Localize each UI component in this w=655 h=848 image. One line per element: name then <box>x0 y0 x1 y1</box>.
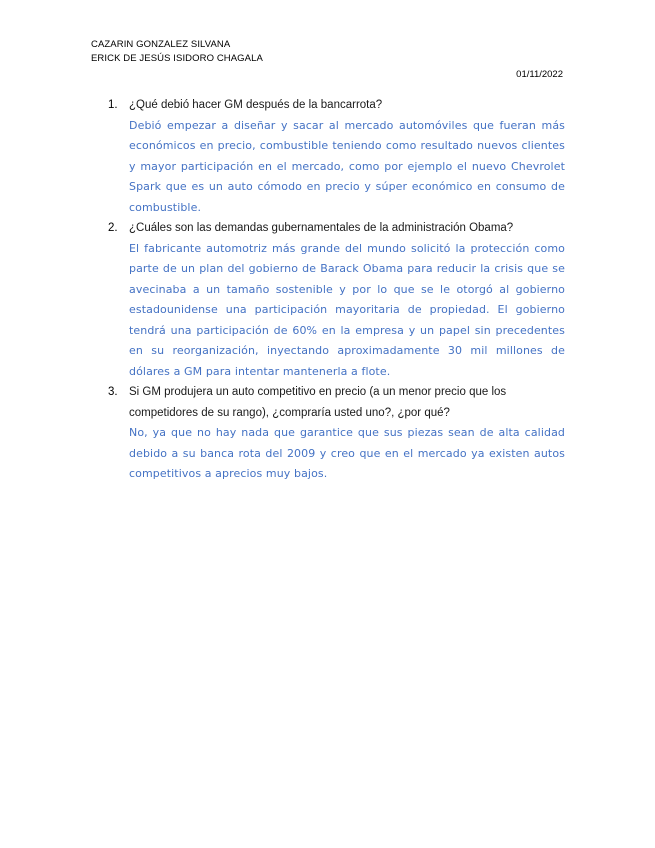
question-text: ¿Cuáles son las demandas gubernamentales de la administración Obama? <box>129 222 514 234</box>
question-item-2 <box>108 218 565 382</box>
question-number: 3. <box>108 386 118 398</box>
question-number: 2. <box>108 222 118 234</box>
document-date: 01/11/2022 <box>516 69 563 80</box>
question-item-3 <box>108 382 565 485</box>
author-name-2: ERICK DE JESÚS ISIDORO CHAGALA <box>91 53 263 64</box>
question-item-1 <box>108 95 565 218</box>
question-text: Si GM produjera un auto competitivo en precio (a un menor precio que los competidores de su rango), ¿compraría usted uno?, ¿por qué? <box>129 386 507 419</box>
question-text: ¿Qué debió hacer GM después de la bancarrota? <box>129 99 383 111</box>
author-names <box>91 38 263 66</box>
author-name-1: CAZARIN GONZALEZ SILVANA <box>91 39 231 50</box>
answer-text: No, ya que no hay nada que garantice que sus piezas sean de alta calidad debido a su banca rota del 2009 y creo que en el mercado ya existen autos competitivos a aprecios muy bajos. <box>129 426 565 480</box>
answer-text: Debió empezar a diseñar y sacar al mercado automóviles que fueran más económicos en precio, combustible teniendo como resultado nuevos clientes y mayor participación en el mercado, como por ejemplo el nuevo Chevrolet Spark que es un auto cómodo en precio y súper económico en consumo de combustible. <box>129 118 565 214</box>
question-list <box>108 95 565 485</box>
answer-text: El fabricante automotriz más grande del mundo solicitó la protección como parte de un plan del gobierno de Barack Obama para reducir la crisis que se avecinaba a un tamaño sostenible y por lo que se le otorgó al gobierno estadounidense una participación mayoritaria de propiedad. El gobierno tendrá una participación de 60% en la empresa y un papel sin precedentes en su reorganización, inyectando aproximadamente 30 mil millones de dólares a GM para intentar mantenerla a flote. <box>129 241 565 378</box>
question-number: 1. <box>108 99 118 111</box>
